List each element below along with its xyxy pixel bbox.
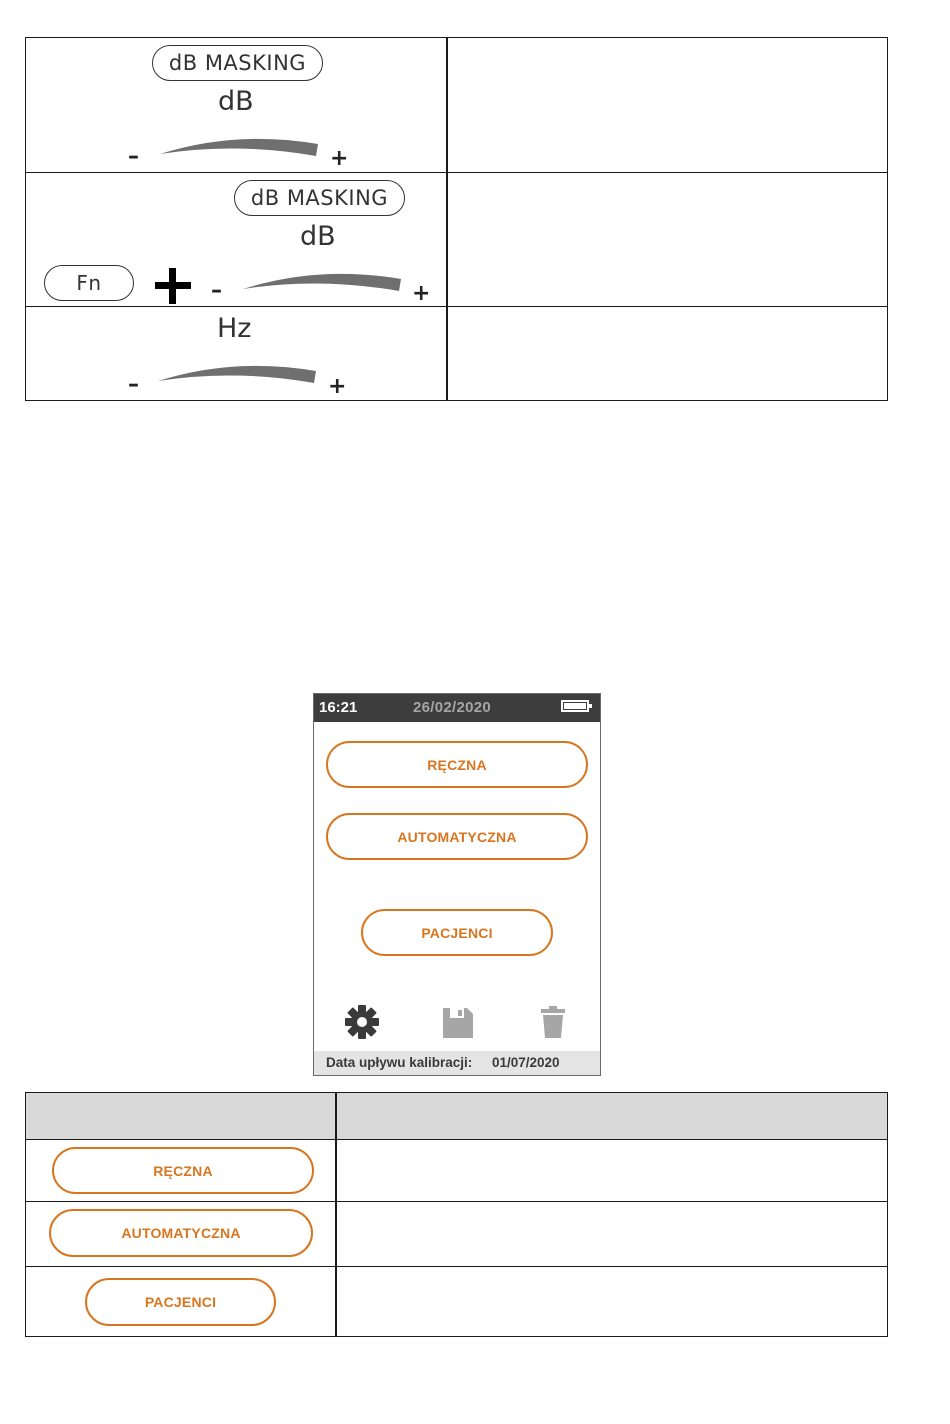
db-masking-badge: dB MASKING <box>234 180 405 216</box>
current-date: 26/02/2020 <box>413 699 492 716</box>
calibration-footer <box>314 1051 600 1075</box>
fn-key: Fn <box>44 265 134 301</box>
button-reference-table <box>25 1092 888 1337</box>
table-row <box>26 1140 887 1202</box>
description-cell <box>337 1267 887 1336</box>
plus-label: + <box>330 146 349 171</box>
trash-icon[interactable] <box>539 1004 567 1040</box>
minus-label: – <box>128 144 139 169</box>
table-header <box>26 1093 887 1140</box>
plus-label: + <box>412 281 431 306</box>
unit-label-db: dB <box>300 221 336 252</box>
device-screen <box>313 693 601 1076</box>
db-masking-badge: dB MASKING <box>152 45 323 81</box>
control-row-hz <box>26 307 887 400</box>
clock-time: 16:21 <box>319 699 358 716</box>
minus-label: – <box>128 372 139 397</box>
patients-button[interactable]: PACJENCI <box>361 909 553 956</box>
plus-label: + <box>328 374 347 399</box>
automatic-test-button[interactable]: AUTOMATYCZNA <box>326 813 588 860</box>
minus-label: – <box>211 278 222 303</box>
table-row <box>26 1267 887 1336</box>
description-cell <box>337 1202 887 1266</box>
manual-test-button[interactable]: RĘCZNA <box>326 741 588 788</box>
automatic-test-button: AUTOMATYCZNA <box>49 1209 313 1257</box>
description-cell <box>448 307 887 400</box>
save-icon[interactable] <box>441 1006 475 1040</box>
description-cell <box>448 173 887 306</box>
column-divider <box>335 1093 337 1139</box>
gear-icon[interactable] <box>344 1004 380 1040</box>
table-row <box>26 1202 887 1267</box>
patients-button: PACJENCI <box>85 1278 276 1326</box>
manual-test-button: RĘCZNA <box>52 1147 314 1194</box>
calibration-date: 01/07/2020 <box>492 1055 560 1070</box>
rotary-knob-arc-icon <box>239 267 409 299</box>
rotary-knob-arc-icon <box>154 359 324 391</box>
description-cell <box>337 1140 887 1201</box>
control-table <box>25 37 888 401</box>
unit-label-db: dB <box>218 86 254 117</box>
rotary-knob-arc-icon <box>156 132 326 164</box>
description-cell <box>448 38 887 172</box>
battery-icon <box>561 700 589 712</box>
control-row-fn-db-masking <box>26 173 887 307</box>
plus-combination-icon <box>153 266 193 306</box>
unit-label-hz: Hz <box>217 313 252 344</box>
calibration-label: Data upływu kalibracji: <box>326 1055 473 1070</box>
status-bar <box>314 694 600 722</box>
control-row-db-masking <box>26 38 887 173</box>
